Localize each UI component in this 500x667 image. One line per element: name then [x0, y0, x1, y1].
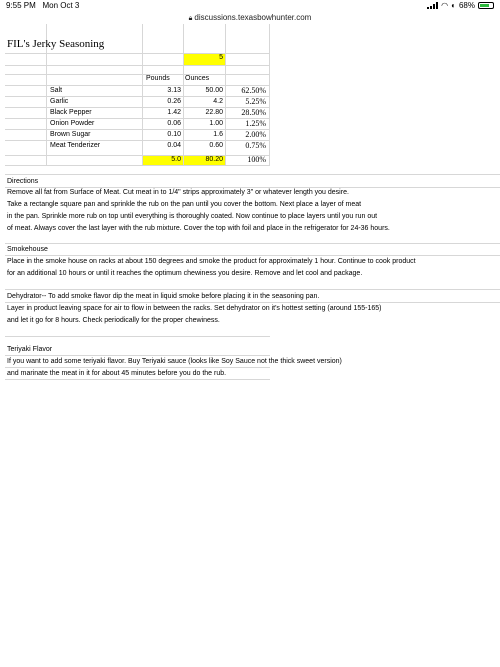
lock-icon: 🔒︎: [188, 15, 193, 22]
directions-line: of meat. Always cover the last layer with the rub mixture. Cover the top with foil and place in the refrigerator for 24-36 hours.: [7, 225, 390, 232]
ounces-value: 0.60: [209, 142, 223, 149]
wifi-icon: ◠: [441, 1, 449, 10]
ingredient-name: Brown Sugar: [50, 131, 91, 138]
dehydrator-line: and let it go for 8 hours. Check periodically for the proper chewiness.: [7, 317, 220, 324]
ounces-value: 22.80: [205, 109, 223, 116]
directions-line: Remove all fat from Surface of Meat. Cut meat in to 1/4" strips approximately 3" or whatever length you desire.: [7, 189, 349, 196]
pounds-value: 3.13: [167, 87, 181, 94]
sheet-title: FIL's Jerky Seasoning: [7, 38, 105, 50]
input-cell[interactable]: 5: [219, 54, 223, 61]
percent-value: 62.50%: [241, 86, 266, 95]
status-time: 9:55 PM Mon Oct 3: [6, 1, 80, 10]
percent-value: 0.75%: [245, 141, 266, 150]
total-percent: 100%: [247, 155, 266, 164]
status-bar: [0, 0, 500, 13]
percent-value: 5.25%: [245, 97, 266, 106]
dehydrator-line: Dehydrator-- To add smoke flavor dip the meat in liquid smoke before placing it in the seasoning pan.: [7, 293, 320, 300]
url-text: discussions.texasbowhunter.com: [194, 13, 312, 22]
pounds-value: 0.10: [167, 131, 181, 138]
total-ounces: 80.20: [205, 156, 223, 163]
teriyaki-line: If you want to add some teriyaki flavor. Buy Teriyaki sauce (looks like Soy Sauce not the thick sweet version): [7, 358, 342, 365]
header-pounds: Pounds: [146, 75, 170, 82]
ingredient-name: Salt: [50, 87, 63, 94]
ingredient-name: Onion Powder: [50, 120, 95, 127]
percent-value: 28.50%: [241, 108, 266, 117]
smokehouse-line: Place in the smoke house on racks at about 150 degrees and smoke the product for approximately 1 hour. Continue to cook product: [7, 258, 416, 265]
status-indicators: [427, 1, 494, 10]
teriyaki-line: and marinate the meat in it for about 45 minutes before you do the rub.: [7, 370, 227, 377]
smokehouse-heading: Smokehouse: [7, 246, 48, 253]
battery-icon: [478, 2, 494, 9]
smokehouse-line: for an additional 10 hours or until it reaches the optimum chewiness you desire. Remove and let cool and package.: [7, 270, 363, 277]
signal-icon: [427, 2, 438, 9]
percent-value: 2.00%: [245, 130, 266, 139]
directions-heading: Directions: [7, 178, 39, 185]
dehydrator-line: Layer in product leaving space for air to flow in between the racks. Set dehydrator on it's hottest setting (around 155-165): [7, 305, 382, 312]
pounds-value: 0.26: [167, 98, 181, 105]
pounds-value: 0.04: [167, 142, 181, 149]
ingredient-name: Meat Tenderizer: [50, 142, 101, 149]
directions-line: Take a rectangle square pan and sprinkle the rub on the pan until you cover the bottom. Next place a layer of meat: [7, 201, 362, 208]
ounces-value: 1.6: [213, 131, 223, 138]
battery-percent: 68%: [458, 1, 475, 10]
teriyaki-heading: Teriyaki Flavor: [7, 346, 53, 353]
percent-value: 1.25%: [245, 119, 266, 128]
ingredient-name: Black Pepper: [50, 109, 92, 116]
ounces-value: 1.00: [209, 120, 223, 127]
header-ounces: Ounces: [185, 75, 210, 82]
ingredient-name: Garlic: [50, 98, 69, 105]
orientation-lock-icon: ◐: [451, 1, 456, 10]
ounces-value: 4.2: [213, 98, 223, 105]
directions-line: in the pan. Sprinkle more rub on top until everything is thoroughly coated. Now continue to place layers until you run out: [7, 213, 378, 220]
total-pounds: 5.0: [171, 156, 181, 163]
pounds-value: 0.06: [167, 120, 181, 127]
pounds-value: 1.42: [167, 109, 181, 116]
ounces-value: 50.00: [205, 87, 223, 94]
